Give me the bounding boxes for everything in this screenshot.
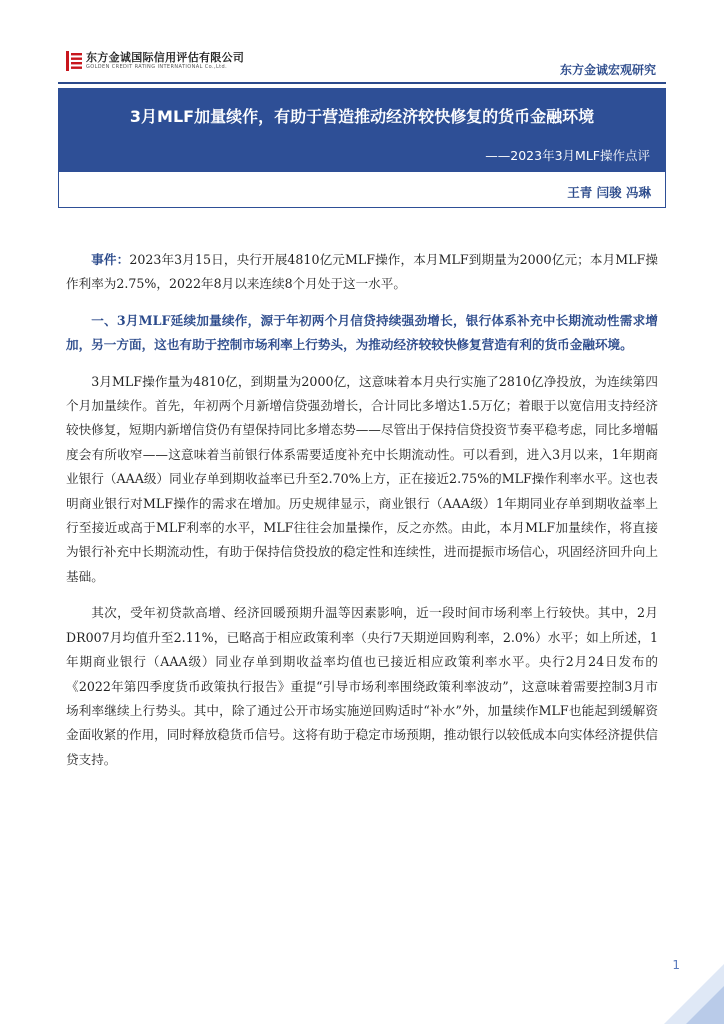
section-heading-1: 一、3月MLF延续加量续作，源于年初两个月信贷持续强劲增长，银行体系补充中长期流动性需求增加，另一方面，这也有助于控制市场利率上行势头，为推动经济较较快修复营造有利的货币金融环境。 — [66, 312, 658, 353]
body-paragraph-2: 其次，受年初贷款高增、经济回暖预期升温等因素影响，近一段时间市场利率上行较快。其中，2月DR007月均值升至2.11%，已略高于相应政策利率（央行7天期逆回购利率，2.0%）水平；如上所述，1年期商业银行（AAA级）同业存单到期收益率均值也已接近相应政策利率水平。央行2月24日发布的《2022年第四季度货币政策执行报告》重提“引导市场利率围绕政策利率波动”，这意味着需要控制3月市场利率继续上行势头。其中，除了通过公开市场实施逆回购适时“补水”外，加量续作MLF也能起到缓解资金面收紧的作用，同时释放稳货币信号。这将有助于稳定市场预期，推动银行以较低成本向实体经济提供信贷支持。 — [66, 605, 658, 767]
event-label: 事件： — [91, 252, 130, 267]
report-title: 3月MLF加量续作，有助于营造推动经济较快修复的货币金融环境 — [129, 107, 595, 126]
company-logo — [66, 51, 244, 71]
report-subtitle: ——2023年3月MLF操作点评 — [485, 148, 650, 163]
corner-decoration-icon — [664, 964, 724, 1024]
event-paragraph — [66, 248, 658, 297]
series-label: 东方金诚宏观研究 — [559, 63, 656, 77]
company-name-en: GOLDEN CREDIT RATING INTERNATIONAL Co.,Ltd. — [86, 63, 228, 70]
page-number: 1 — [672, 958, 680, 972]
authors: 王青 闫骏 冯琳 — [567, 185, 651, 200]
title-banner — [58, 88, 666, 172]
logo-mark-icon — [66, 51, 82, 71]
company-name-cn: 东方金诚国际信用评估有限公司 — [86, 50, 245, 64]
report-body — [66, 248, 658, 784]
body-paragraph-1: 3月MLF操作量为4810亿，到期量为2000亿，这意味着本月央行实施了2810亿净投放，为连续第四个月加量续作。首先，年初两个月新增信贷强劲增长，合计同比多增达1.5万亿；着眼于以宽信用支持经济较快修复，短期内新增信贷仍有望保持同比多增态势——尽管出于保持信贷投资节奏平稳考虑，同比多增幅度会有所收窄——这意味着当前银行体系需要适度补充中长期流动性。可以看到，进入3月以来，1年期商业银行（AAA级）同业存单到期收益率已升至2.70%上方，正在接近2.75%的MLF操作利率水平。这也表明商业银行对MLF操作的需求在增加。历史规律显示，商业银行（AAA级）1年期同业存单到期收益率上行至接近或高于MLF利率的水平，MLF往往会加量操作，反之亦然。由此，本月MLF加量续作，将直接为银行补充中长期流动性，有助于保持信贷投放的稳定性和连续性，进而提振市场信心，巩固经济回升向上基础。 — [66, 373, 658, 584]
header-divider — [58, 82, 666, 84]
author-box — [58, 172, 666, 208]
event-text: 2023年3月15日，央行开展4810亿元MLF操作，本月MLF到期量为2000亿元；本月MLF操作利率为2.75%，2022年8月以来连续8个月处于这一水平。 — [66, 252, 658, 292]
